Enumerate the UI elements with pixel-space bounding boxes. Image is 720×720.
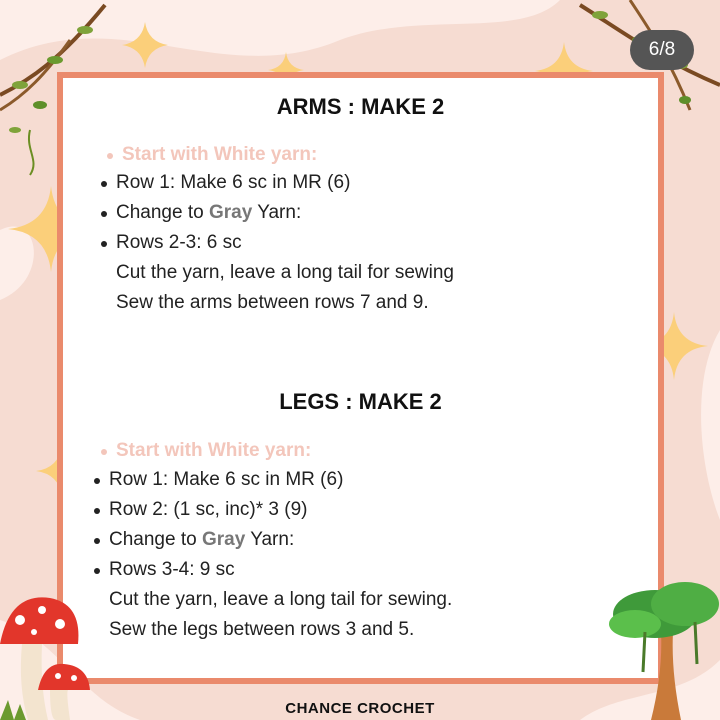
brand-footer: CHANCE CROCHET [285,700,435,717]
arms-note2: Sew the arms between rows 7 and 9. [116,292,429,313]
gray-yarn-word: Gray [208,202,253,223]
change-prefix: Change to [109,529,202,550]
arms-note1: Cut the yarn, leave a long tail for sewing [116,262,454,283]
gray-yarn-word: Gray [201,529,246,550]
legs-change-line [109,529,294,551]
pattern-card [57,72,664,684]
page-indicator: 6/8 [630,30,694,70]
tree-icon [605,572,720,720]
legs-note2: Sew the legs between rows 3 and 5. [109,619,415,640]
arms-title: ARMS : MAKE 2 [276,94,445,119]
legs-row1-line: Row 1: Make 6 sc in MR (6) [109,469,344,490]
arms-row1-line: Row 1: Make 6 sc in MR (6) [116,172,351,193]
legs-row2-line: Row 2: (1 sc, inc)* 3 (9) [109,499,308,520]
arms-change-line [116,202,301,224]
legs-title: LEGS : MAKE 2 [279,389,442,414]
sparkle-icon [122,22,168,68]
change-suffix: Yarn: [252,202,302,223]
legs-rows-line: Rows 3-4: 9 sc [109,559,235,580]
legs-start-line: Start with White yarn: [116,440,312,461]
legs-note1: Cut the yarn, leave a long tail for sewing. [109,589,453,610]
change-prefix: Change to [116,202,209,223]
arms-rows-line: Rows 2-3: 6 sc [116,232,242,253]
change-suffix: Yarn: [245,529,295,550]
arms-start-line: Start with White yarn: [122,144,318,165]
